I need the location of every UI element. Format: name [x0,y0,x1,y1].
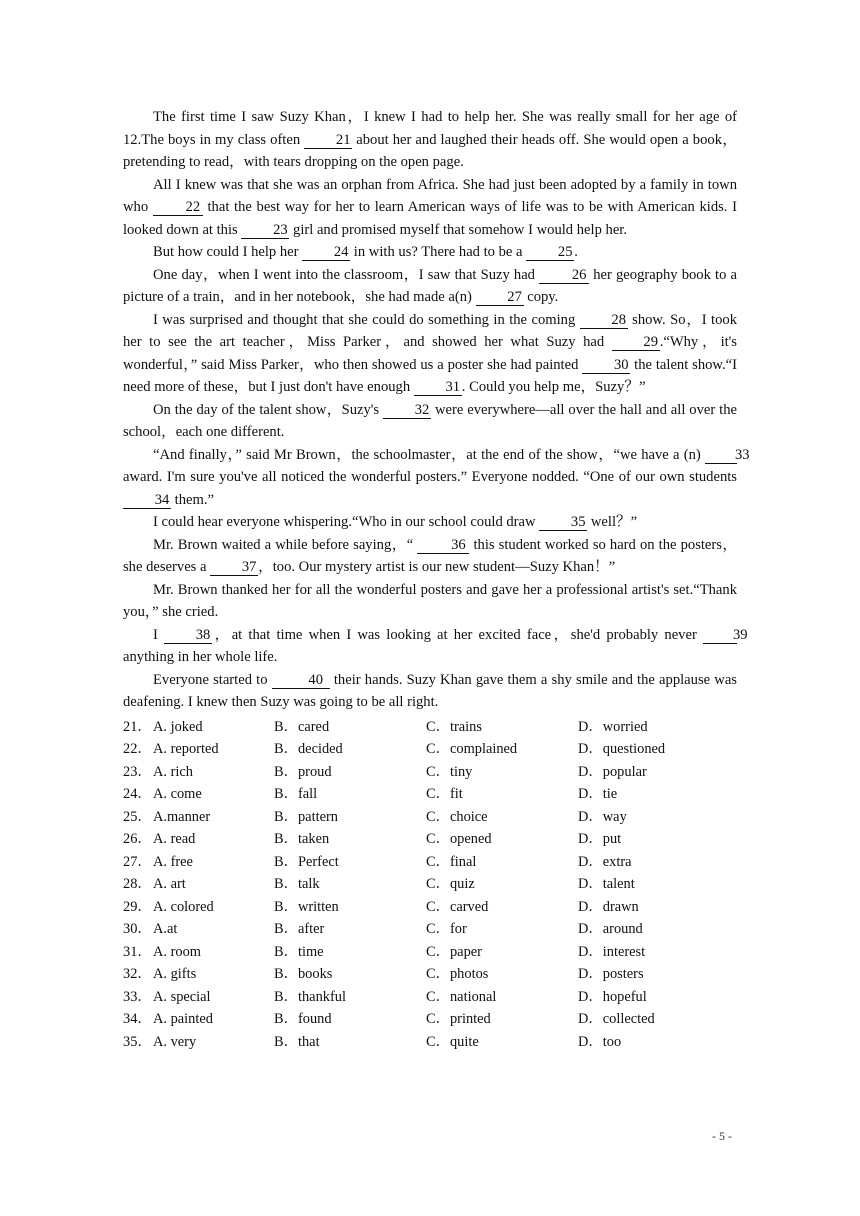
passage-text: girl and promised myself that somehow I would help her. [289,221,627,238]
option-b: B．time [274,943,324,960]
option-a: A. free [153,853,193,870]
blank-24: 24 [302,244,350,261]
option-c: C．national [426,988,497,1005]
passage-paragraph [123,669,737,714]
passage-paragraph [123,534,737,579]
question-number: 32． [123,966,152,982]
passage-text: anything in her whole life. [123,649,278,665]
question-number: 31． [123,943,152,960]
blank-22: 22 [153,199,203,216]
question-number: 27． [123,853,152,870]
question-number: 22． [123,741,152,757]
option-c: C．photos [426,966,489,982]
option-b: B．fall [274,786,318,802]
option-d: D．around [578,921,643,937]
passage-paragraph [123,444,750,512]
option-c: C．fit [426,786,463,802]
option-b: B．found [274,1011,332,1027]
passage-text: show. So，I took her to see the art teacher，Miss Parker，and showed her what Suzy had [123,311,737,350]
option-row [123,716,737,739]
option-d: D．tie [578,786,618,802]
passage-text: ，too. Our mystery artist is our new student—Suzy Khan！” [258,559,616,575]
option-c: C．opened [426,831,492,847]
option-b: B．cared [274,718,330,735]
option-d: D．talent [578,876,635,892]
option-d: D．popular [578,763,647,780]
option-c: C．complained [426,741,518,757]
option-c: C．final [426,853,477,870]
option-d: D．questioned [578,741,666,757]
option-row [123,1031,737,1054]
passage-text: their hands. Suzy Khan gave them a shy smile and the applause was deafening. I knew then Suzy was going to be all right. [123,671,737,710]
option-b: B．pattern [274,808,338,825]
option-d: D．put [578,831,622,847]
passage-text: . [574,244,578,260]
passage-text: I [153,626,165,643]
option-b: B．talk [274,876,320,892]
passage-text: this student worked so hard on the posters，she deserves a [123,536,737,575]
option-a: A. colored [153,898,214,915]
option-c: C．paper [426,943,482,960]
question-number: 23． [123,763,152,780]
option-c: C．quite [426,1033,479,1050]
passage-text: were everywhere—all over the hall and all over the school，each one different. [123,401,737,440]
option-c: C．printed [426,1011,491,1027]
question-number: 28． [123,876,152,892]
option-a: A. art [153,876,186,892]
option-a: A. special [153,988,211,1005]
passage-text: . Could you help me，Suzy？” [461,379,646,395]
passage-text: One day，when I went into the classroom，I saw that Suzy had [153,266,540,283]
passage-text: Mr. Brown thanked her for all the wonderful posters and gave her a professional artist's set.“Thank you，” she cried. [123,581,737,620]
blank-37: 37 [210,559,258,576]
option-row [123,783,737,806]
question-number: 30． [123,921,152,937]
blank-23: 23 [241,222,289,239]
passage-text: her geography book to a picture of a train，and in her notebook，she had made a(n) [123,266,737,305]
passage-text: in with us? There had to be a [350,244,527,260]
passage-paragraph [123,579,737,624]
option-row [123,941,737,964]
passage-text: All I knew was that she was an orphan from Africa. She had just been adopted by a family in town who [123,176,737,215]
passage-paragraph [123,241,737,264]
option-a: A. reported [153,741,219,757]
question-number: 24． [123,786,152,802]
option-d: D．posters [578,966,644,982]
option-d: D．hopeful [578,988,647,1005]
option-b: B．decided [274,741,343,757]
option-b: B．after [274,921,325,937]
option-d: D．drawn [578,898,639,915]
option-row [123,918,737,941]
option-row [123,828,737,851]
option-d: D．way [578,808,627,825]
option-a: A. painted [153,1011,213,1027]
passage-text: “And finally，” said Mr Brown，the schoolmaster，at the end of the show，“we have a (n) [153,446,705,463]
option-a: A. come [153,786,202,802]
passage-text: about her and laughed their heads off. She would open a book，pretending to read，with tears dropping on the open page. [123,131,737,170]
option-c: C．tiny [426,763,473,780]
option-c: C．for [426,921,467,937]
option-row [123,873,737,896]
option-a: A. very [153,1033,197,1050]
passage-text: Everyone started to [153,671,272,688]
passage-text: .“Why，it's wonderful，” said Miss Parker，who then showed us a poster she had painted [123,334,737,373]
blank-27: 27 [476,289,524,306]
option-row [123,738,737,761]
blank-36: 36 [417,537,469,554]
passage-text: On the day of the talent show，Suzy's [153,401,384,418]
blank-38: 38 [164,627,212,644]
blank-33: 33 [705,447,737,464]
blank-31: 31 [414,379,462,396]
passage-paragraph [123,511,737,534]
passage-text: well？” [587,514,638,530]
question-number: 35． [123,1033,152,1050]
question-number: 21． [123,718,152,735]
passage-text: the talent show.“I need more of these，but I just don't have enough [123,356,737,395]
option-row [123,986,737,1009]
passage-paragraph [123,399,737,444]
option-d: D．collected [578,1011,655,1027]
option-a: A. rich [153,763,193,780]
passage-text: copy. [523,289,559,305]
option-a: A. joked [153,718,203,735]
passage-text: But how could I help her [153,244,303,260]
passage-paragraph [123,106,737,174]
option-b: B．books [274,966,333,982]
passage-text: them.” [171,491,214,508]
option-row [123,851,737,874]
blank-40: 40 [272,672,330,689]
blank-21: 21 [304,132,352,149]
option-b: B．proud [274,763,332,780]
option-row [123,806,737,829]
passage-paragraph [123,624,748,669]
option-row [123,963,737,986]
blank-30: 30 [582,357,630,374]
question-number: 33． [123,988,152,1005]
question-number: 26． [123,831,152,847]
option-a: A. gifts [153,966,197,982]
blank-32: 32 [383,402,431,419]
passage-text: The first time I saw Suzy Khan，I knew I had to help her. She was really small for her age of 12.The boys in my class often [123,109,737,148]
option-c: C．trains [426,718,482,735]
option-d: D．too [578,1033,622,1050]
blank-26: 26 [539,267,589,284]
blank-28: 28 [580,312,628,329]
passage-text: I could hear everyone whispering.“Who in our school could draw [153,514,540,530]
blank-34: 34 [123,492,171,509]
option-c: C．choice [426,808,488,825]
passage-text: award. I'm sure you've all noticed the wonderful posters.” Everyone nodded. “One of our own students [123,469,737,485]
option-a: A. room [153,943,201,960]
option-b: B．that [274,1033,320,1050]
passage-paragraph [123,309,737,399]
passage-text: that the best way for her to learn American ways of life was to be with American kids. I looked down at this [123,199,737,238]
option-d: D．extra [578,853,632,870]
blank-25: 25 [526,244,574,261]
option-d: D．interest [578,943,646,960]
option-row [123,1008,737,1031]
passage-text: I was surprised and thought that she could do something in the coming [153,311,580,328]
option-b: B．taken [274,831,330,847]
option-d: D．worried [578,718,648,735]
question-number: 25． [123,808,152,825]
option-b: B．written [274,898,339,915]
option-a: A. read [153,831,196,847]
blank-35: 35 [539,514,587,531]
passage-text: ，at that time when I was looking at her excited face，she'd probably never [212,626,703,643]
passage-paragraph [123,264,737,309]
blank-39: 39 [703,627,737,644]
option-c: C．carved [426,898,489,915]
passage-paragraph [123,174,737,242]
option-c: C．quiz [426,876,475,892]
option-a: A.at [153,921,178,937]
option-row [123,896,737,919]
option-b: B．Perfect [274,853,339,870]
option-row [123,761,737,784]
option-a: A.manner [153,808,211,825]
blank-29: 29 [612,334,660,351]
question-number: 34． [123,1011,152,1027]
document-body [123,106,750,1053]
question-number: 29． [123,898,152,915]
passage-text: Mr. Brown waited a while before saying，“ [153,536,418,553]
option-b: B．thankful [274,988,346,1005]
cloze-passage [123,106,750,714]
answer-options [123,716,737,1054]
page-number: - 5 - [712,1129,732,1143]
